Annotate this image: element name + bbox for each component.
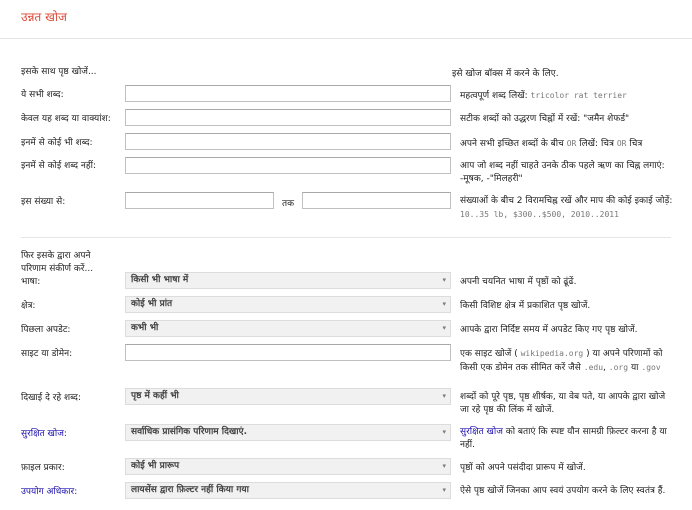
any-words-hint-text2: लिखें: चित्र	[579, 139, 614, 149]
chevron-down-icon: ▾	[442, 462, 446, 470]
any-words-input[interactable]	[125, 133, 451, 150]
chevron-down-icon: ▾	[442, 324, 446, 332]
all-words-label: ये सभी शब्द:	[21, 90, 64, 100]
site-domain-hint	[460, 347, 674, 375]
terms-appearing-hint: शब्दों को पूरे पृष्ठ, पृष्ठ शीर्षक, या वेब पते, या आपके द्वारा खोजे जा रहे पृष्ठ की लिंक में खोजें.	[460, 392, 666, 415]
none-words-label: इनमें से कोई शब्द नहीं:	[21, 161, 97, 171]
file-type-selected: कोई भी प्रारूप	[131, 461, 180, 471]
site-example-gov: .gov	[641, 363, 661, 372]
section-hint-heading: इसे खोज बॉक्स में करने के लिए.	[452, 69, 559, 79]
usage-rights-select[interactable]	[125, 482, 451, 499]
terms-appearing-label: दिखाई दे रहे शब्द:	[21, 393, 81, 403]
section-heading-find-pages: इसके साथ पृष्ठ खोजें...	[21, 67, 97, 77]
exact-phrase-label: केवल यह शब्द या वाक्यांश:	[21, 114, 111, 124]
file-type-select[interactable]	[125, 458, 451, 475]
any-words-label: इनमें से कोई भी शब्द:	[21, 138, 93, 148]
language-select[interactable]	[125, 272, 451, 289]
all-words-example: tricolor rat terrier	[530, 91, 627, 100]
any-words-hint	[460, 137, 674, 151]
site-example-wikipedia: wikipedia.org	[520, 349, 584, 358]
section-heading-narrow	[21, 250, 93, 276]
region-select[interactable]	[125, 296, 451, 313]
page-title: उन्नत खोज	[21, 10, 67, 24]
all-words-input[interactable]	[125, 85, 451, 102]
safesearch-hint-text: को बताएं कि स्पष्ट यौन सामग्री फ़िल्टर करना है या नहीं.	[460, 427, 667, 450]
or-operator: OR	[566, 139, 577, 148]
site-hint-c: ,	[603, 363, 606, 373]
language-selected: किसी भी भाषा में	[131, 275, 189, 285]
narrow-heading-line2: परिणाम संकीर्ण करें...	[21, 264, 94, 274]
safesearch-label-link[interactable]: सुरक्षित खोज:	[21, 429, 67, 439]
region-hint: किसी विशिष्ट क्षेत्र में प्रकाशित पृष्ठ खोजें.	[460, 301, 591, 311]
chevron-down-icon: ▾	[442, 428, 446, 436]
safesearch-select[interactable]	[125, 424, 451, 441]
chevron-down-icon: ▾	[442, 300, 446, 308]
file-type-label: फ़ाइल प्रकार:	[21, 463, 65, 473]
language-hint: अपनी चयनित भाषा में पृष्ठों को ढूंढें.	[460, 277, 577, 287]
number-range-label: इस संख्या से:	[21, 197, 66, 207]
range-to-input[interactable]	[302, 192, 451, 209]
last-update-selected: कभी भी	[131, 323, 159, 333]
region-selected: कोई भी प्रांत	[131, 299, 173, 309]
header-divider	[0, 38, 692, 39]
site-example-edu: .edu	[583, 363, 604, 372]
usage-rights-label-link[interactable]: उपयोग अधिकार:	[21, 487, 78, 497]
site-hint-d: या	[630, 363, 639, 373]
usage-rights-selected: लायसेंस द्वारा फ़िल्टर नहीं किया गया	[131, 485, 249, 495]
exact-phrase-hint: सटीक शब्दों को उद्धरण चिह्नों में रखें: "जमैन शेफर्ड"	[460, 114, 630, 124]
safesearch-selected: सर्वाधिक प्रासंगिक परिणाम दिखाएं.	[131, 427, 247, 437]
narrow-heading-line1: फिर इसके द्वारा अपने	[21, 251, 91, 261]
number-range-example: 10..35 lb, $300..$500, 2010..2011	[460, 210, 619, 219]
terms-appearing-selected: पृष्ठ में कहीं भी	[131, 391, 179, 401]
region-label: क्षेत्र:	[21, 301, 36, 311]
chevron-down-icon: ▾	[442, 486, 446, 494]
any-words-hint-text: अपने सभी इच्छित शब्दों के बीच	[460, 139, 564, 149]
last-update-select[interactable]	[125, 320, 451, 337]
none-words-input[interactable]	[125, 157, 451, 174]
chevron-down-icon: ▾	[442, 276, 446, 284]
none-words-hint: आप जो शब्द नहीं चाहते उनके ठीक पहले ऋण का चिह्न लगाएं: -मूषक, -"मिलहरी"	[460, 161, 665, 184]
all-words-hint	[460, 89, 674, 103]
site-hint-b: ) या अपने परिणामों को किसी एक डोमेन तक सीमित करें जैसे	[460, 349, 663, 373]
last-update-label: पिछला अपडेट:	[21, 325, 71, 335]
section-divider	[21, 237, 671, 238]
range-to-label: तक	[282, 199, 295, 209]
any-words-hint-text3: चित्र	[629, 139, 643, 149]
range-from-input[interactable]	[125, 192, 274, 209]
site-domain-label: साइट या डोमेन:	[21, 349, 73, 359]
number-range-hint	[460, 195, 674, 222]
or-operator-2: OR	[616, 139, 627, 148]
usage-rights-hint: ऐसे पृष्ठ खोजें जिनका आप स्वयं उपयोग करने के लिए स्वतंत्र हैं.	[460, 486, 666, 496]
last-update-hint: आपके द्वारा निर्दिष्ट समय में अपडेट किए गए पृष्ठ खोजें.	[460, 325, 638, 335]
chevron-down-icon: ▾	[442, 392, 446, 400]
site-example-org: .org	[608, 363, 629, 372]
all-words-hint-text: महत्वपूर्ण शब्द लिखें:	[460, 91, 528, 101]
site-hint-a: एक साइट खोजें (	[460, 349, 518, 359]
file-type-hint: पृष्ठों को अपने पसंदीदा प्रारूप में खोजें.	[460, 463, 586, 473]
safesearch-hint	[460, 426, 674, 452]
site-domain-input[interactable]	[125, 344, 451, 361]
terms-appearing-select[interactable]	[125, 388, 451, 405]
number-range-hint-text: संख्याओं के बीच 2 विरामचिह्न रखें और माप की कोई इकाई जोड़ें:	[460, 196, 673, 206]
language-label: भाषा:	[21, 277, 41, 287]
exact-phrase-input[interactable]	[125, 109, 451, 126]
safesearch-hint-link[interactable]: सुरक्षित खोज	[460, 427, 503, 437]
